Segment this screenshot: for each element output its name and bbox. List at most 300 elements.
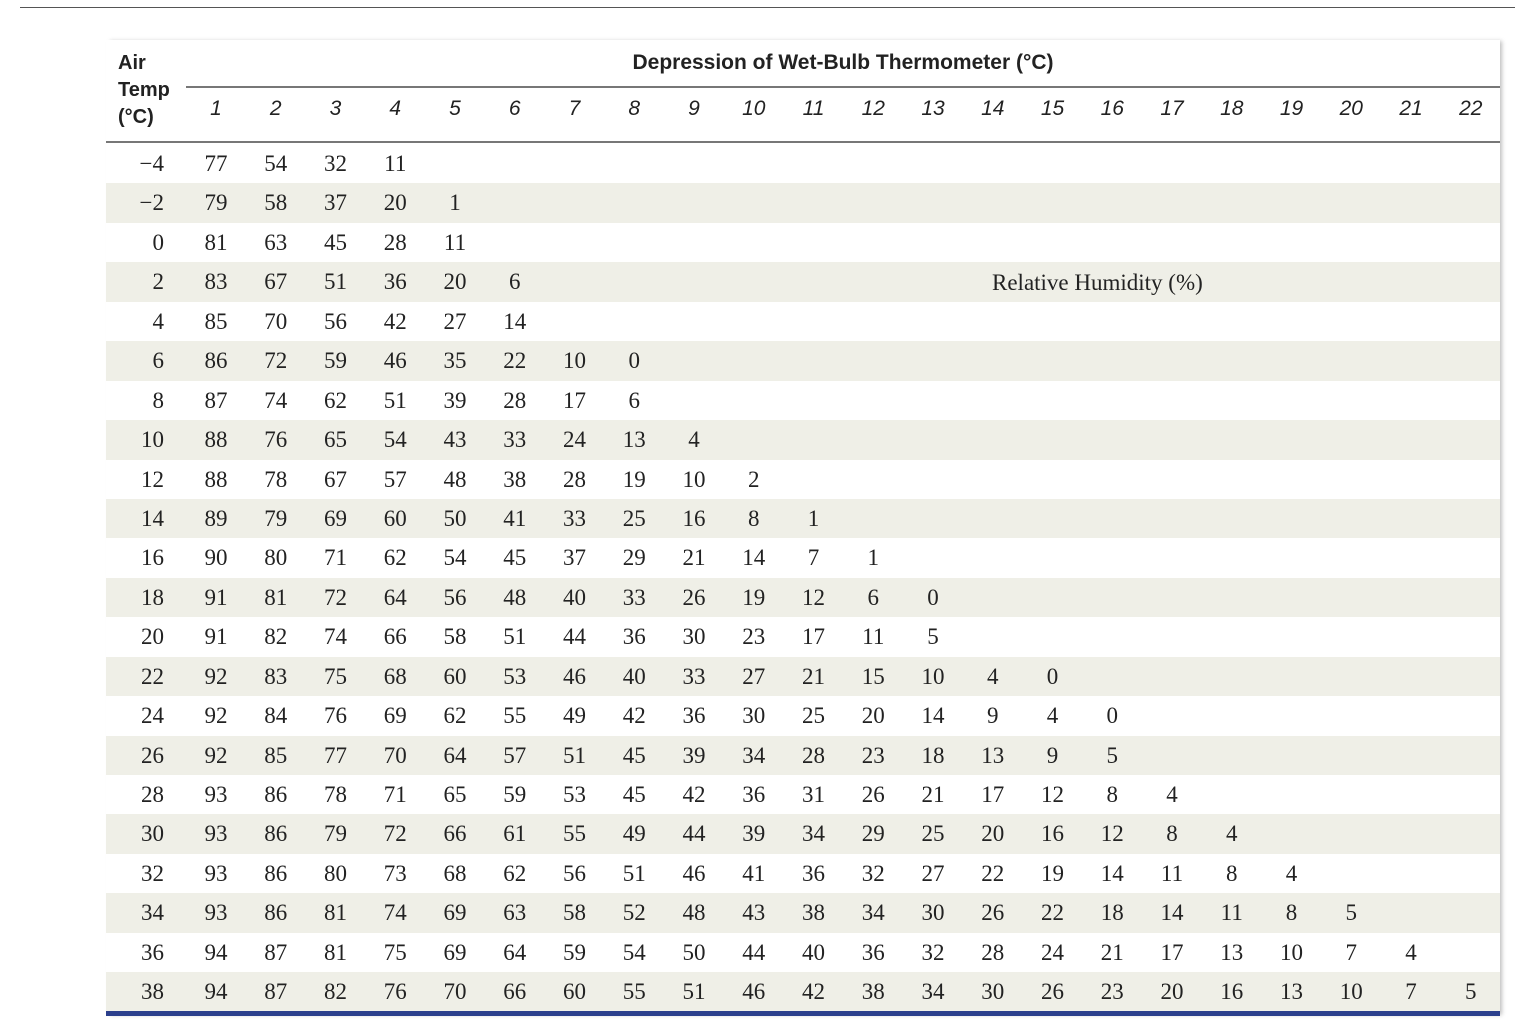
humidity-cell: 29 [861, 821, 885, 847]
humidity-cell: 10 [1339, 979, 1363, 1005]
humidity-cell: 20 [861, 703, 885, 729]
humidity-cell: 8 [1226, 860, 1238, 886]
humidity-cell: 1 [449, 190, 461, 216]
humidity-cell: 0 [1046, 663, 1059, 689]
humidity-cell: 19 [742, 584, 766, 610]
humidity-cell: 17 [802, 624, 825, 650]
humidity-cell: 11 [1220, 900, 1243, 926]
humidity-cell: 11 [1160, 860, 1184, 886]
top-rule [20, 7, 1515, 8]
column-header: 18 [1220, 97, 1244, 120]
humidity-cell: 17 [1160, 939, 1184, 965]
humidity-cell: 74 [324, 624, 347, 650]
humidity-cell: 18 [921, 742, 945, 768]
humidity-cell: 82 [324, 979, 347, 1005]
humidity-cell: 6 [628, 387, 640, 413]
humidity-cell: 40 [802, 939, 825, 965]
column-header: 8 [628, 97, 641, 120]
column-header: 5 [449, 97, 461, 120]
humidity-cell: 62 [443, 703, 467, 729]
humidity-cell: 5 [1465, 979, 1477, 1005]
humidity-cell: 53 [503, 663, 527, 689]
humidity-cell: 48 [503, 584, 527, 610]
humidity-cell: 71 [324, 545, 347, 571]
humidity-cell: 65 [443, 782, 467, 807]
air-temp-cell: 8 [152, 387, 164, 413]
humidity-cell: 91 [204, 584, 228, 610]
humidity-cell: 59 [324, 348, 347, 374]
humidity-cell: 20 [981, 821, 1005, 847]
humidity-cell: 43 [443, 427, 467, 453]
humidity-cell: 7 [1405, 979, 1417, 1005]
humidity-cell: 51 [682, 979, 706, 1005]
humidity-cell: 51 [503, 624, 527, 650]
humidity-cell: 46 [742, 979, 766, 1005]
humidity-cell: 25 [622, 505, 646, 531]
humidity-cell: 36 [861, 939, 885, 965]
humidity-cell: 58 [563, 900, 586, 926]
column-header: 1 [210, 97, 222, 120]
humidity-cell: 55 [622, 979, 646, 1005]
humidity-cell: 70 [383, 742, 407, 768]
humidity-cell: 79 [264, 505, 288, 531]
table-row [106, 420, 1500, 459]
humidity-cell: 2 [748, 466, 760, 492]
air-temp-cell: 36 [141, 939, 164, 965]
humidity-cell: 49 [563, 703, 586, 729]
humidity-cell: 90 [204, 545, 228, 571]
humidity-cell: 36 [622, 624, 646, 650]
humidity-cell: 36 [802, 860, 825, 886]
humidity-cell: 16 [1220, 979, 1244, 1005]
humidity-cell: 26 [682, 584, 706, 610]
humidity-cell: 56 [443, 584, 467, 610]
humidity-cell: 21 [802, 663, 825, 689]
humidity-cell: 76 [264, 427, 288, 453]
table-row [106, 341, 1500, 380]
humidity-cell: 14 [503, 308, 527, 334]
humidity-cell: 64 [503, 939, 527, 965]
relative-humidity-label: Relative Humidity (%) [992, 270, 1203, 295]
humidity-cell: 76 [383, 979, 407, 1005]
humidity-cell: 20 [1160, 979, 1184, 1005]
humidity-cell: 81 [204, 229, 228, 255]
humidity-cell: 72 [383, 821, 407, 847]
air-temp-cell: 30 [141, 821, 164, 847]
humidity-cell: 74 [264, 387, 288, 413]
humidity-cell: 40 [563, 584, 586, 610]
air-temp-cell: 28 [141, 782, 164, 807]
humidity-cell: 65 [324, 427, 347, 453]
humidity-cell: 39 [742, 821, 766, 847]
humidity-cell: 42 [682, 782, 706, 807]
column-header: 13 [921, 97, 945, 120]
humidity-cell: 39 [443, 387, 467, 413]
humidity-cell: 44 [563, 624, 586, 650]
humidity-cell: 54 [264, 151, 288, 176]
humidity-cell: 13 [981, 742, 1005, 768]
humidity-cell: 28 [503, 387, 527, 413]
humidity-cell: 92 [204, 663, 228, 689]
humidity-cell: 87 [264, 979, 288, 1005]
humidity-cell: 59 [503, 782, 527, 807]
humidity-cell: 34 [861, 900, 885, 926]
humidity-cell: 60 [383, 505, 407, 531]
humidity-cell: 63 [503, 900, 527, 926]
air-temp-cell: 0 [152, 229, 164, 255]
column-header: 14 [981, 97, 1005, 120]
humidity-cell: 4 [1405, 939, 1417, 965]
humidity-cell: 91 [204, 624, 228, 650]
humidity-cell: 14 [1100, 860, 1124, 886]
column-header: 15 [1040, 97, 1065, 120]
humidity-cell: 28 [802, 742, 825, 768]
humidity-cell: 81 [324, 900, 347, 926]
humidity-cell: 94 [204, 939, 228, 965]
humidity-cell: 8 [1106, 782, 1118, 807]
column-header: 4 [389, 97, 402, 120]
humidity-cell: 75 [383, 939, 407, 965]
humidity-cell: 10 [1280, 939, 1303, 965]
humidity-cell: 6 [867, 584, 879, 610]
humidity-cell: 42 [622, 703, 646, 729]
humidity-cell: 29 [622, 545, 646, 571]
air-temp-cell: 6 [152, 348, 164, 374]
humidity-cell: 8 [1166, 821, 1178, 847]
humidity-cell: 57 [383, 466, 407, 492]
air-temp-header-line: Air [118, 52, 146, 74]
humidity-cell: 51 [324, 269, 347, 295]
humidity-cell: 6 [509, 269, 521, 295]
humidity-cell: 46 [563, 663, 586, 689]
humidity-cell: 56 [324, 308, 347, 334]
column-header: 2 [269, 97, 282, 120]
humidity-cell: 87 [204, 387, 228, 413]
humidity-cell: 26 [861, 782, 885, 807]
humidity-cell: 93 [204, 900, 228, 926]
humidity-cell: 21 [682, 545, 706, 571]
table-row [106, 814, 1500, 853]
humidity-cell: 4 [1285, 860, 1298, 886]
air-temp-cell: 16 [141, 545, 164, 571]
humidity-cell: 69 [383, 703, 407, 729]
depression-header: Depression of Wet-Bulb Thermometer (°C) [632, 51, 1054, 74]
humidity-cell: 20 [383, 190, 407, 216]
humidity-cell: 61 [503, 821, 527, 847]
humidity-cell: 9 [987, 703, 999, 729]
column-header: 7 [568, 97, 581, 120]
air-temp-cell: 26 [141, 742, 164, 768]
humidity-cell: 42 [802, 979, 825, 1005]
humidity-cell: 30 [981, 979, 1005, 1005]
air-temp-cell: 24 [141, 703, 164, 729]
air-temp-header [118, 50, 170, 131]
humidity-cell: 21 [921, 782, 945, 807]
air-temp-cell: 34 [141, 900, 164, 926]
humidity-cell: 81 [264, 584, 288, 610]
humidity-cell: 70 [443, 979, 467, 1005]
humidity-cell: 34 [802, 821, 825, 847]
humidity-cell: 40 [622, 663, 646, 689]
humidity-cell: 0 [1106, 703, 1118, 729]
humidity-cell: 51 [622, 860, 646, 886]
humidity-cell: 36 [682, 703, 706, 729]
humidity-cell: 77 [204, 151, 228, 176]
humidity-cell: 76 [324, 703, 347, 729]
humidity-cell: 94 [204, 979, 228, 1005]
humidity-cell: 75 [324, 663, 347, 689]
column-header: 16 [1100, 97, 1124, 120]
humidity-cell: 68 [383, 663, 407, 689]
air-temp-cell: 10 [141, 427, 164, 453]
column-header: 12 [861, 97, 885, 120]
humidity-cell: 54 [622, 939, 646, 965]
table-row [106, 262, 1500, 301]
humidity-cell: 59 [563, 939, 586, 965]
humidity-cell: 10 [921, 663, 945, 689]
humidity-cell: 12 [802, 584, 825, 610]
humidity-cell: 93 [204, 821, 228, 847]
humidity-cell: 74 [383, 900, 407, 926]
air-temp-cell: 38 [141, 979, 164, 1005]
humidity-cell: 77 [324, 742, 347, 768]
column-header: 22 [1459, 97, 1483, 120]
humidity-cell: 4 [987, 663, 999, 689]
humidity-cell: 66 [503, 979, 527, 1005]
humidity-cell: 9 [1046, 742, 1059, 768]
humidity-cell: 56 [563, 860, 586, 886]
body-rule [106, 141, 1500, 143]
humidity-cell: 12 [1100, 821, 1124, 847]
humidity-cell: 7 [1345, 939, 1357, 965]
humidity-cell: 66 [383, 624, 407, 650]
relative-humidity-table [106, 40, 1500, 1016]
humidity-cell: 44 [682, 821, 706, 847]
column-header: 21 [1399, 97, 1423, 120]
humidity-cell: 28 [383, 229, 407, 255]
table-row [106, 696, 1500, 735]
humidity-cell: 23 [1100, 979, 1124, 1005]
column-header: 6 [508, 97, 521, 120]
humidity-cell: 53 [563, 782, 586, 807]
humidity-cell: 92 [204, 703, 228, 729]
humidity-cell: 33 [563, 505, 586, 531]
humidity-cell: 22 [981, 860, 1005, 886]
table-row [106, 933, 1500, 972]
humidity-cell: 69 [324, 505, 347, 531]
humidity-cell: 32 [921, 939, 945, 965]
humidity-cell: 21 [1100, 939, 1124, 965]
humidity-cell: 70 [264, 308, 288, 334]
humidity-cell: 58 [264, 190, 288, 216]
humidity-cell: 58 [443, 624, 467, 650]
humidity-cell: 13 [1220, 939, 1244, 965]
humidity-cell: 50 [443, 505, 467, 531]
humidity-cell: 86 [204, 348, 228, 374]
humidity-cell: 45 [503, 545, 527, 571]
humidity-cell: 25 [921, 821, 945, 847]
humidity-cell: 69 [443, 900, 467, 926]
humidity-cell: 64 [383, 584, 407, 610]
table-row [106, 538, 1500, 577]
humidity-cell: 45 [622, 782, 646, 807]
header-rule [186, 86, 1500, 88]
humidity-cell: 5 [927, 624, 939, 650]
humidity-cell: 92 [204, 742, 228, 768]
column-header: 17 [1160, 97, 1184, 120]
humidity-cell: 55 [563, 821, 586, 847]
humidity-cell: 10 [563, 348, 586, 374]
humidity-cell: 88 [204, 466, 228, 492]
humidity-cell: 89 [204, 505, 228, 531]
column-header: 10 [742, 97, 766, 120]
humidity-cell: 49 [622, 821, 646, 847]
humidity-cell: 32 [324, 151, 347, 176]
table-row [106, 144, 1500, 183]
humidity-cell: 67 [324, 466, 347, 492]
table-row [106, 381, 1500, 420]
humidity-cell: 27 [742, 663, 766, 689]
humidity-cell: 5 [1106, 742, 1118, 768]
humidity-cell: 68 [443, 860, 467, 886]
table-row [106, 223, 1500, 262]
humidity-cell: 62 [324, 387, 347, 413]
humidity-cell: 15 [861, 663, 885, 689]
humidity-cell: 45 [622, 742, 646, 768]
air-temp-cell: 22 [141, 663, 164, 689]
humidity-cell: 85 [264, 742, 288, 768]
table-row [106, 578, 1500, 617]
humidity-cell: 78 [324, 782, 347, 807]
humidity-cell: 83 [264, 663, 288, 689]
humidity-cell: 28 [981, 939, 1005, 965]
humidity-cell: 38 [861, 979, 885, 1005]
humidity-cell: 4 [1226, 821, 1238, 847]
humidity-cell: 43 [742, 900, 766, 926]
table-row [106, 499, 1500, 538]
table-row [106, 972, 1500, 1011]
table-body [106, 144, 1500, 1012]
humidity-cell: 26 [1041, 979, 1064, 1005]
humidity-cell: 78 [264, 466, 288, 492]
air-temp-cell: 2 [152, 269, 164, 295]
humidity-cell: 5 [1345, 900, 1357, 926]
humidity-cell: 44 [742, 939, 766, 965]
humidity-cell: 8 [1285, 900, 1298, 926]
air-temp-cell: 12 [141, 466, 164, 492]
humidity-cell: 81 [324, 939, 347, 965]
humidity-cell: 48 [443, 466, 467, 492]
humidity-cell: 71 [383, 782, 407, 807]
humidity-cell: 38 [503, 466, 527, 492]
humidity-cell: 14 [921, 703, 945, 729]
humidity-cell: 80 [264, 545, 288, 571]
humidity-cell: 4 [688, 427, 700, 453]
table-row [106, 854, 1500, 893]
humidity-cell: 0 [628, 348, 640, 374]
bottom-rule [106, 1011, 1500, 1016]
humidity-cell: 11 [862, 624, 885, 650]
humidity-cell: 24 [563, 427, 586, 453]
humidity-cell: 25 [802, 703, 825, 729]
column-header: 11 [802, 97, 825, 120]
humidity-cell: 51 [563, 742, 586, 768]
humidity-cell: 30 [921, 900, 945, 926]
column-header: 3 [329, 97, 342, 120]
humidity-cell: 11 [443, 229, 467, 255]
humidity-cell: 30 [742, 703, 766, 729]
humidity-cell: 93 [204, 782, 228, 807]
humidity-cell: 26 [981, 900, 1005, 926]
humidity-cell: 4 [1166, 782, 1178, 807]
table-row [106, 617, 1500, 656]
humidity-cell: 27 [921, 860, 945, 886]
humidity-cell: 11 [384, 151, 407, 176]
humidity-cell: 4 [1046, 703, 1059, 729]
table-row [106, 302, 1500, 341]
humidity-cell: 1 [807, 505, 820, 531]
humidity-cell: 46 [682, 860, 706, 886]
air-temp-header-line: (°C) [118, 106, 154, 128]
air-temp-cell: 4 [152, 308, 164, 334]
humidity-cell: 88 [204, 427, 228, 453]
air-temp-cell: −4 [139, 151, 164, 176]
humidity-cell: 19 [1041, 860, 1064, 886]
air-temp-cell: 18 [141, 584, 164, 610]
humidity-cell: 60 [563, 979, 586, 1005]
air-temp-cell: 20 [141, 624, 164, 650]
humidity-cell: 63 [264, 229, 288, 255]
air-temp-cell: 14 [141, 505, 164, 531]
humidity-cell: 83 [204, 269, 228, 295]
humidity-cell: 60 [443, 663, 467, 689]
humidity-cell: 62 [383, 545, 407, 571]
humidity-cell: 17 [563, 387, 586, 413]
humidity-cell: 32 [861, 860, 885, 886]
humidity-cell: 86 [264, 900, 288, 926]
humidity-cell: 8 [748, 505, 760, 531]
humidity-cell: 79 [324, 821, 347, 847]
humidity-cell: 1 [867, 545, 879, 571]
humidity-cell: 23 [861, 742, 885, 768]
humidity-cell: 80 [324, 860, 347, 886]
humidity-cell: 12 [1041, 782, 1064, 807]
humidity-cell: 66 [443, 821, 467, 847]
humidity-cell: 22 [503, 348, 527, 374]
humidity-cell: 36 [383, 269, 407, 295]
humidity-cell: 37 [324, 190, 347, 216]
humidity-cell: 55 [503, 703, 527, 729]
humidity-cell: 37 [563, 545, 586, 571]
humidity-cell: 18 [1100, 900, 1124, 926]
humidity-cell: 87 [264, 939, 288, 965]
humidity-cell: 24 [1041, 939, 1064, 965]
humidity-cell: 93 [204, 860, 228, 886]
table-row [106, 657, 1500, 696]
humidity-cell: 39 [682, 742, 706, 768]
humidity-cell: 79 [204, 190, 228, 216]
humidity-cell: 33 [503, 427, 527, 453]
humidity-cell: 86 [264, 821, 288, 847]
humidity-cell: 14 [1160, 900, 1184, 926]
humidity-cell: 42 [383, 308, 407, 334]
humidity-cell: 0 [927, 584, 939, 610]
column-header: 19 [1279, 97, 1304, 120]
humidity-cell: 16 [682, 505, 706, 531]
air-temp-header-line: Temp [118, 79, 170, 101]
humidity-cell: 84 [264, 703, 288, 729]
humidity-cell: 85 [204, 308, 228, 334]
